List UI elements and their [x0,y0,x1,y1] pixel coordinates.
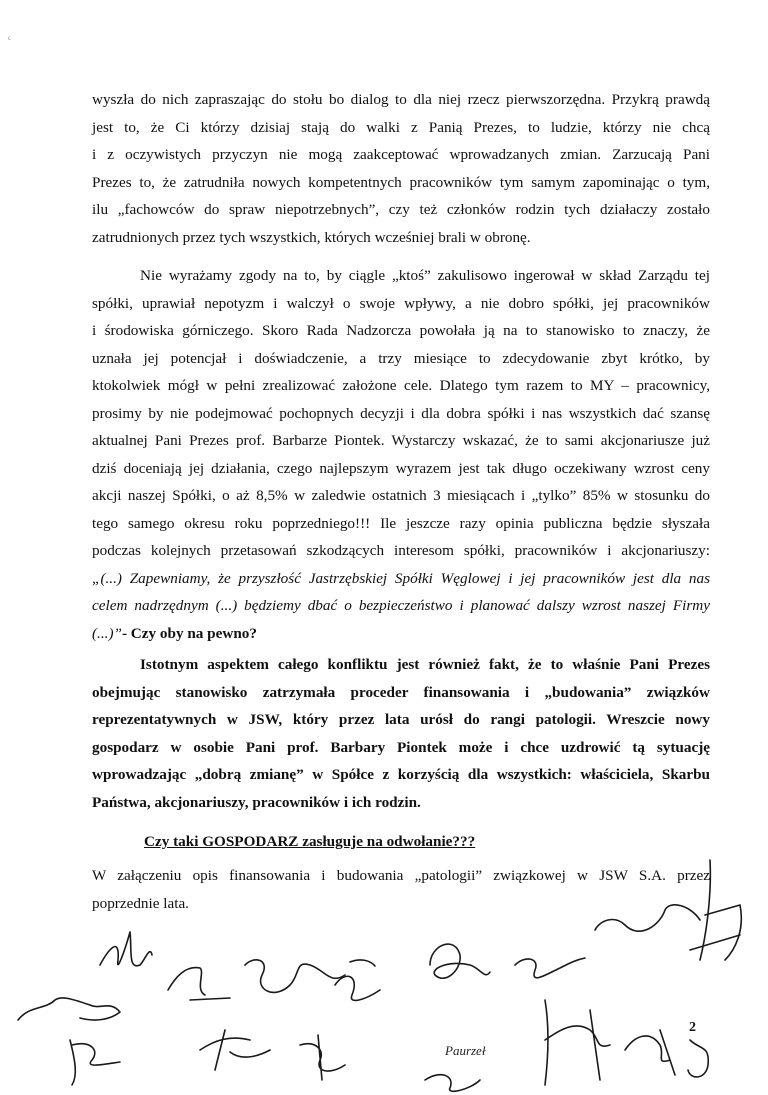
margin-mark: c [8,34,12,42]
text-line: W załączeniu opis finansowania i budowania „patologii” związkowej w JSW S.A. przez [92,867,710,884]
signature-9 [70,1040,120,1085]
text-line: uznała jej potencjał i doświadczenie, a trzy miesiące to zdecydowanie zbyt krótko, by [92,349,710,367]
text-line: Prezes to, że zatrudniła nowych kompetentnych pracowników tym samym zapominając o tym, [92,173,710,191]
signature-8 [18,998,120,1020]
signature-10 [200,1030,270,1070]
text-line: dziś doceniają jej działania, czego najlepszym wyrazem jest tak długo oczekiwany wzrost ceny [92,459,710,477]
signature-3 [245,960,345,993]
signature-13 [625,1030,708,1077]
text-line: reprezentatywnych w JSW, który przez lata urósł do rangi patologii. Wreszcie nowy [92,711,710,728]
text-line: prosimy by nie podejmować pochopnych decyzji i dla dobra spółki i nas wszystkich dać szansę [92,404,710,422]
text-line: aktualnej Pani Prezes prof. Barbarze Piontek. Wystarczy wskazać, że to sami akcjonariusze już [92,432,710,449]
signature-6 [515,958,585,978]
signature-1 [100,932,152,966]
text-line: Państwa, akcjonariuszy, pracowników i ich rodzin. [92,793,421,811]
text-line: Nie wyrażamy zgody na to, by ciągle „ktoś” zakulisowo ingerował w skład Zarządu tej [140,267,710,284]
text-line: obejmując stanowisko zatrzymała proceder finansowania i „budowania” związków [92,683,710,701]
closing-question: Czy taki GOSPODARZ zasługuje na odwołanie??? [144,833,476,850]
text-line: i z oczywistych przyczyn nie mogą zaakceptować wprowadzanych zmian. Zarzucają Pani [92,146,710,163]
text-line: jest to, że Ci którzy dzisiaj stają do walki z Panią Prezes, to ludzie, którzy nie chcą [92,118,710,136]
text-line: wyszła do nich zapraszając do stołu bo dialog to dla niej rzecz pierwszorzędna. Przykrą prawdą [92,91,710,108]
quote-end: (...)” [92,624,122,642]
text-line: Istotnym aspektem całego konfliktu jest również fakt, że to właśnie Pani Prezes [140,656,710,673]
signature-12 [545,1000,610,1085]
text-line: gospodarz w osobie Pani prof. Barbary Piontek może i chce uzdrowić tą sytuację [92,738,710,756]
signature-11 [300,1035,345,1080]
text-line: wprowadzając „dobrą zmianę” w Spółce z korzyścią dla wszystkich: właściciela, Skarbu [92,766,710,783]
text-line: podczas kolejnych przetasowań szkodzących interesom spółki, pracowników i akcjonariuszy: [92,542,710,559]
text-line: ilu „fachowców do spraw niepotrzebnych”, czy też członków rodzin tych działaczy zostało [92,201,710,218]
text-line: tego samego okresu roku poprzedniego!!! Ile jeszcze razy opinia publiczna będzie słyszała [92,514,710,532]
text-line: spółki, uprawiał nepotyzm i walczył o swoje wpływy, a nie dobro spółki, jej pracowników [92,294,710,312]
text-line: ktokolwiek mógł w pełni zrealizować założone cele. Dlatego tym razem to MY – pracownicy, [92,377,710,394]
page-number: 2 [689,1020,696,1035]
signature-14 [425,1075,480,1092]
quote-line: „(...) Zapewniamy, że przyszłość Jastrzębskiej Spółki Węglowej i jej pracowników jest dla nas [92,569,710,587]
text-line: zatrudnionych przez tych wszystkich, których wcześniej brali w obronę. [92,228,531,246]
rhetorical-question: - Czy oby na pewno? [121,624,257,642]
text-line: i środowiska górniczego. Skoro Rada Nadzorcza powołała ją na to stanowisko to znaczy, że [92,322,710,339]
signature-5 [430,944,490,978]
signature-4 [335,960,380,1001]
quote-line: celem nadrzędnym (...) będziemy dbać o bezpieczeństwo i planować dalszy wzrost naszej Firmy [92,597,710,614]
text-line: akcji naszej Spółki, o aż 8,5% w zaledwie ostatnich 3 miesiącach i „tylko” 85% w stosunku do [92,487,710,504]
signature-2 [168,968,230,1000]
signature-7 [595,860,741,960]
signature-handwritten-name: Paurzeł [445,1043,486,1058]
text-line: poprzednie lata. [92,894,189,912]
